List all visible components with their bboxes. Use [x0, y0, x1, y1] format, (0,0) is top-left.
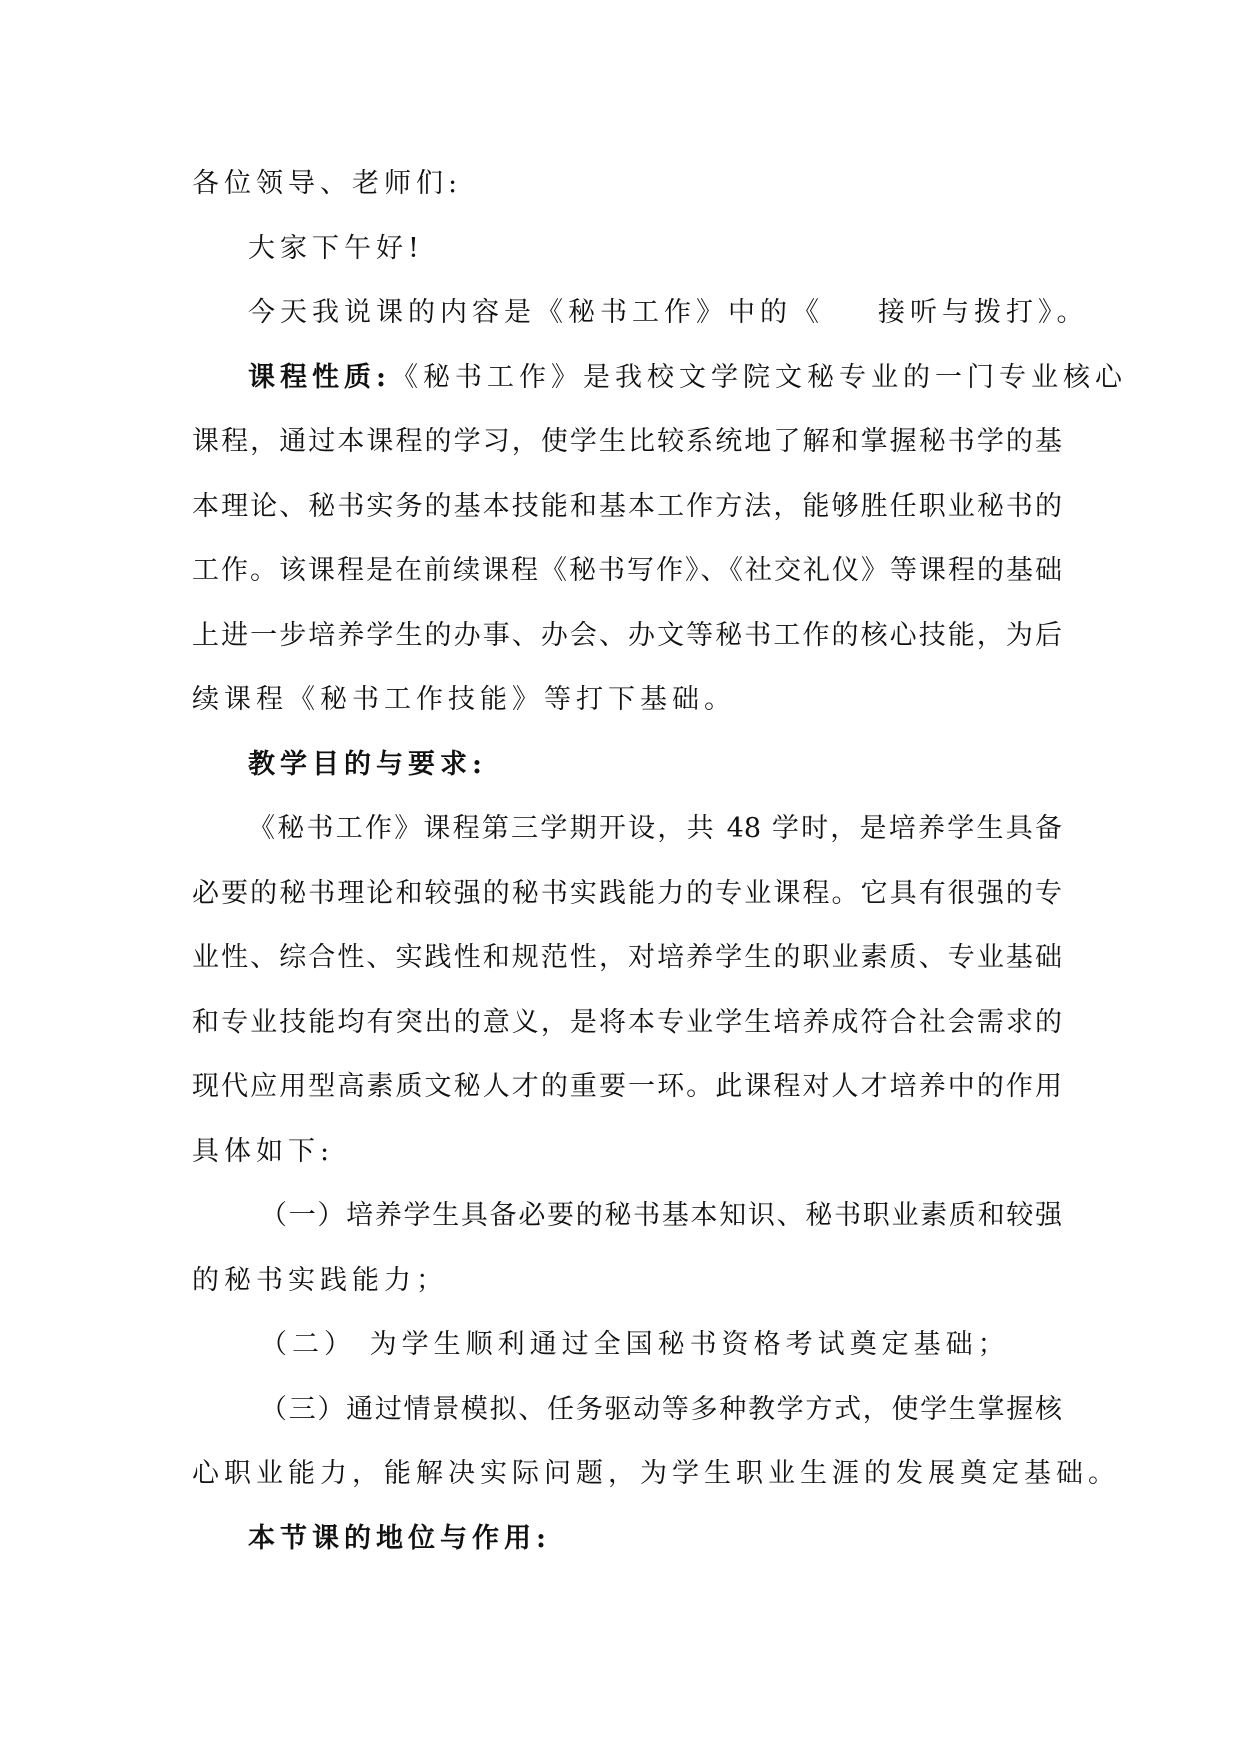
intro-after: 接听与拨打》。	[878, 297, 1089, 328]
teaching-goals-line: 业性、综合性、实践性和规范性，对培养学生的职业素质、专业基础	[192, 942, 1062, 973]
course-nature-first-line	[248, 362, 1127, 394]
course-nature-line: 上进一步培养学生的办事、办会、办文等秘书工作的核心技能，为后	[192, 620, 1062, 651]
teaching-goals-line: 《秘书工作》课程第三学期开设，共 48 学时，是培养学生具备	[248, 813, 1062, 844]
lesson-role-heading: 本节课的地位与作用:	[248, 1523, 551, 1554]
teaching-goals-line: 具体如下:	[192, 1136, 335, 1167]
goal-item-2: （二） 为学生顺利通过全国秘书资格考试奠定基础；	[260, 1329, 1010, 1360]
course-nature-heading: 课程性质:	[248, 362, 391, 393]
teaching-goals-heading: 教学目的与要求:	[248, 749, 487, 780]
course-nature-line: 工作。该课程是在前续课程《秘书写作》、《社交礼仪》等课程的基础	[192, 555, 1062, 586]
course-nature-text: 《秘书工作》是我校文学院文秘专业的一门专业核心	[390, 362, 1127, 393]
salutation: 各位领导、老师们:	[192, 168, 463, 199]
course-nature-line: 课程，通过本课程的学习，使学生比较系统地了解和掌握秘书学的基	[192, 426, 1062, 457]
intro-line	[248, 297, 1089, 329]
intro-before: 今天我说课的内容是《秘书工作》中的《	[248, 297, 824, 328]
greeting: 大家下午好!	[248, 233, 424, 264]
course-nature-line: 本理论、秘书实务的基本技能和基本工作方法，能够胜任职业秘书的	[192, 491, 1062, 522]
teaching-goals-line: 必要的秘书理论和较强的秘书实践能力的专业课程。它具有很强的专	[192, 878, 1062, 909]
goal-item-3-line: 心职业能力，能解决实际问题，为学生职业生涯的发展奠定基础。	[192, 1458, 1120, 1489]
course-nature-line: 续课程《秘书工作技能》等打下基础。	[192, 684, 736, 715]
goal-item-3-line: （三）通过情景模拟、任务驱动等多种教学方式，使学生掌握核	[260, 1394, 1062, 1425]
teaching-goals-line: 和专业技能均有突出的意义，是将本专业学生培养成符合社会需求的	[192, 1007, 1062, 1038]
goal-item-1-line: 的秘书实践能力；	[192, 1265, 448, 1296]
goal-item-1-line: （一）培养学生具备必要的秘书基本知识、秘书职业素质和较强	[260, 1200, 1062, 1231]
teaching-goals-line: 现代应用型高素质文秘人才的重要一环。此课程对人才培养中的作用	[192, 1071, 1062, 1102]
